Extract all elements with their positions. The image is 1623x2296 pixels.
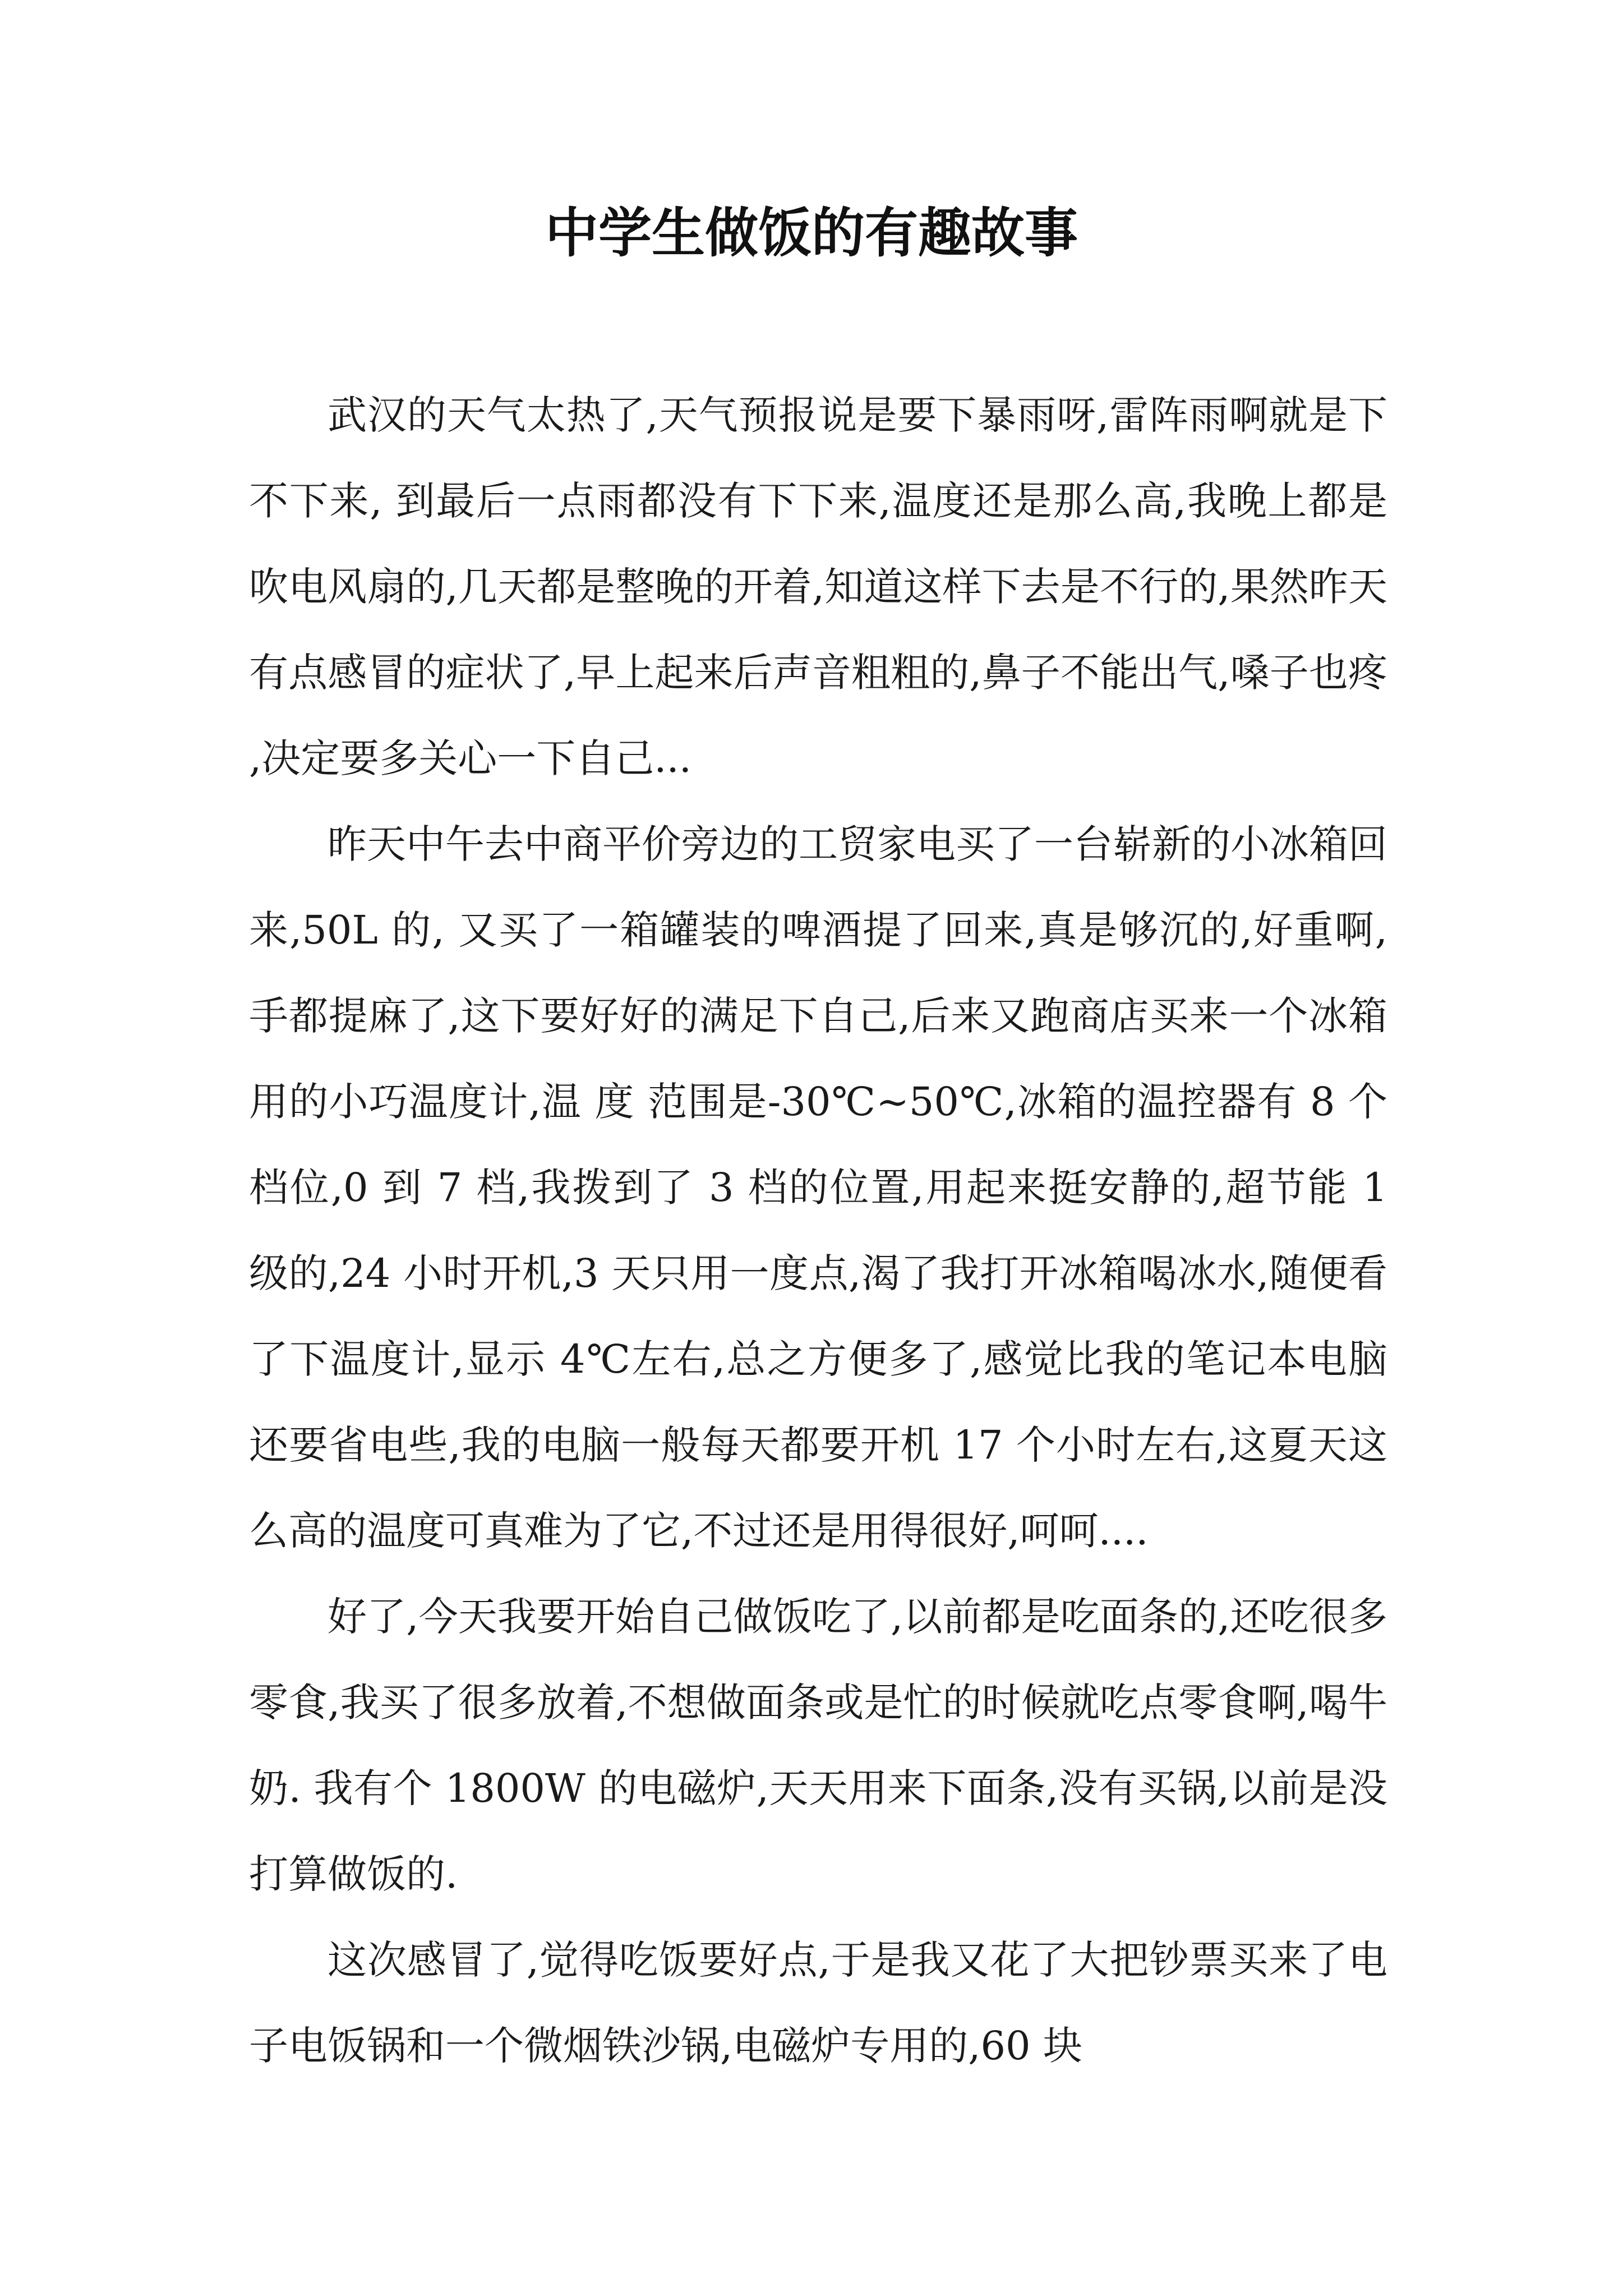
document-title: 中学生做饭的有趣故事 (545, 203, 1078, 264)
paragraph-4: 这次感冒了,觉得吃饭要好点,于是我又花了大把钞票买来了电子电饭锅和一个微烟铁沙锅,电磁炉专用的,60 块 (249, 1937, 1387, 2069)
paragraph-1: 武汉的天气太热了,天气预报说是要下暴雨呀,雷阵雨啊就是下不下来, 到最后一点雨都没有下下来,温度还是那么高,我晚上都是吹电风扇的,几天都是整晚的开着,知道这样下去是不行的,果然昨天有点感冒的症状了,早上起来后声音粗粗的,鼻子不能出气,嗓子也疼,决定要多关心一下自己... (249, 392, 1387, 781)
paragraph-2: 昨天中午去中商平价旁边的工贸家电买了一台崭新的小冰箱回来,50L 的, 又买了一箱罐装的啤酒提了回来,真是够沉的,好重啊,手都提麻了,这下要好好的满足下自己,后来又跑商店买来一个冰箱用的小巧温度计,温 度 范围是-30℃~50℃,冰箱的温控器有 8 个档位,0 到 7 档,我拨到了 3 档的位置,用起来挺安静的,超节能 1 级的,24 小时开机,3 天只用一度点,渴了我打开冰箱喝冰水,随便看了下温度计,显示 4℃左右,总之方便多了,感觉比我的笔记本电脑还要省电些,我的电脑一般每天都要开机 17 个小时左右,这夏天这么高的温度可真难为了它,不过还是用得很好,呵呵.... (249, 821, 1387, 1554)
paragraph-3: 好了,今天我要开始自己做饭吃了,以前都是吃面条的,还吃很多零食,我买了很多放着,不想做面条或是忙的时候就吃点零食啊,喝牛奶. 我有个 1800W 的电磁炉,天天用来下面条,没有买锅,以前是没打算做饭的. (249, 1594, 1387, 1897)
document-body (249, 372, 1387, 2089)
